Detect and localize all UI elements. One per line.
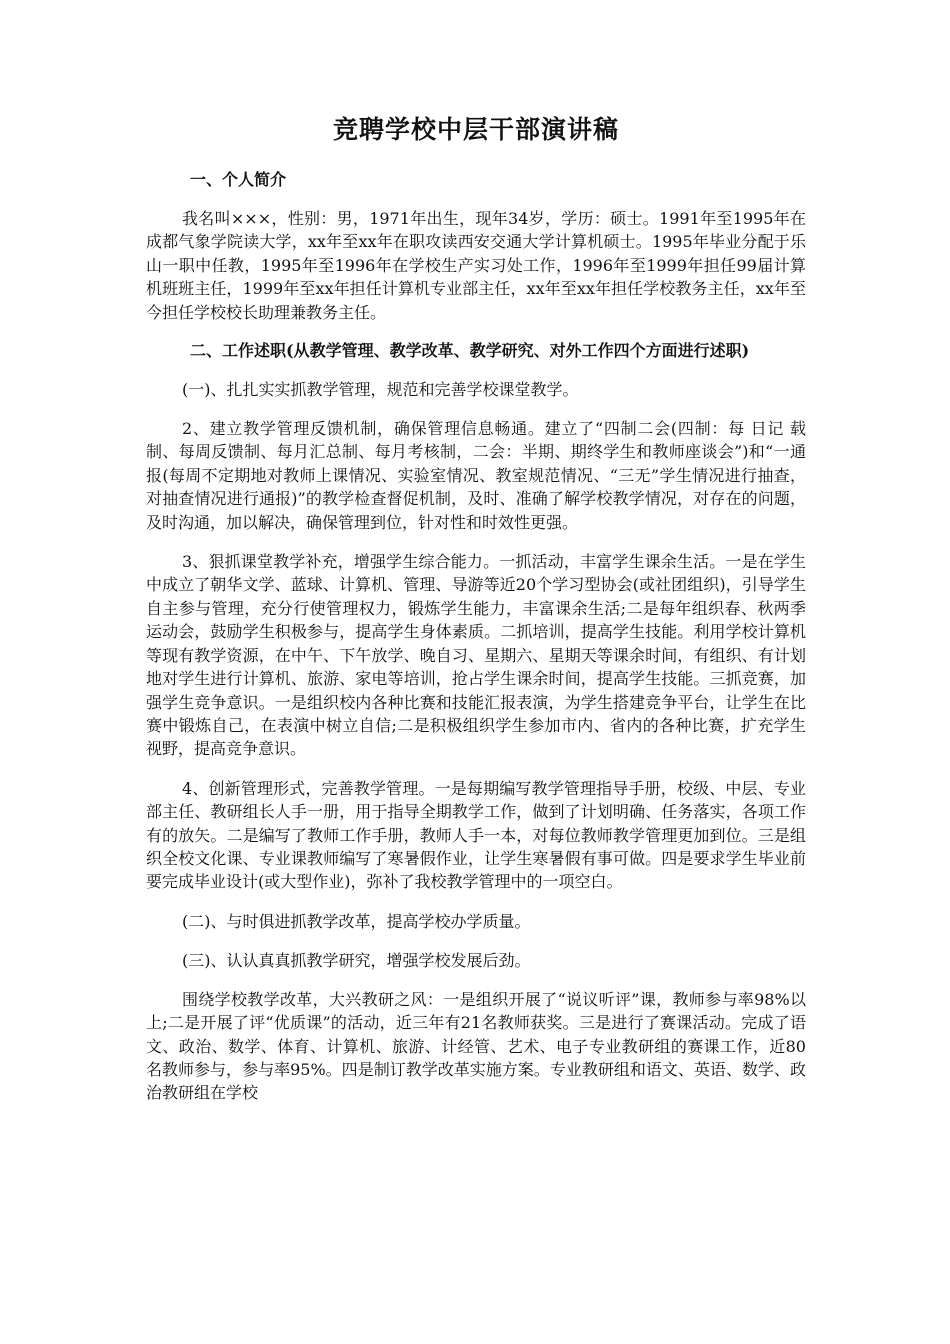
document-page	[146, 112, 806, 1121]
paragraph-classroom-supplement: 3、狠抓课堂教学补充，增强学生综合能力。一抓活动，丰富学生课余生活。一是在学生中成立了朝华文学、蓝球、计算机、管理、导游等近20个学习型协会(或社团组织)，引导学生自主参与管理，充分行使管理权力，锻炼学生能力，丰富课余生活;二是每年组织春、秋两季运动会，鼓励学生积极参与，提高学生身体素质。二抓培训，提高学生技能。利用学校计算机等现有教学资源，在中午、下午放学、晚自习、星期六、星期天等课余时间，有组织、有计划地对学生进行计算机、旅游、家电等培训，抢占学生课余时间，提高学生技能。三抓竞赛，加强学生竞争意识。一是组织校内各种比赛和技能汇报表演，为学生搭建竞争平台，让学生在比赛中锻炼自己，在表演中树立自信;二是积极组织学生参加市内、省内的各种比赛，扩充学生视野，提高竞争意识。	[146, 552, 806, 759]
subsection-teaching-reform: (二)、与时俱进抓教学改革，提高学校办学质量。	[182, 911, 531, 931]
document-title: 竞聘学校中层干部演讲稿	[332, 115, 619, 144]
paragraph-research-activities: 围绕学校教学改革，大兴教研之风：一是组织开展了“说议听评”课，教师参与率98%以上;二是开展了评“优质课”的活动，近三年有21名教师获奖。三是进行了赛课活动。完成了语文、政治、数学、体育、计算机、旅游、计经管、艺术、电子专业教研组的赛课工作，近80名教师参与，参与率95%。四是制订教学改革实施方案。专业教研组和语文、英语、数学、政治教研组在学校	[146, 989, 806, 1103]
paragraph-intro: 我名叫×××，性别：男，1971年出生，现年34岁，学历：硕士。1991年至1995年在成都气象学院读大学，xx年至xx年在职攻读西安交通大学计算机硕士。1995年毕业分配于乐山一职中任教，1995年至1996年在学校生产实习处工作，1996年至1999年担任99届计算机班班主任，1999年至xx年担任计算机专业部主任，xx年至xx年担任学校教务主任，xx年至今担任学校校长助理兼教务主任。	[146, 209, 806, 322]
paragraph-management-innovation: 4、创新管理形式，完善教学管理。一是每期编写教学管理指导手册，校级、中层、专业部主任、教研组长人手一册，用于指导全期教学工作，做到了计划明确、任务落实，各项工作有的放矢。二是编写了教师工作手册，教师人手一本，对每位教师教学管理更加到位。三是组织全校文化课、专业课教师编写了寒暑假作业，让学生寒暑假有事可做。四是要求学生毕业前要完成毕业设计(或大型作业)，弥补了我校教学管理中的一项空白。	[146, 778, 806, 892]
section-heading-work-report: 二、工作述职(从教学管理、教学改革、教学研究、对外工作四个方面进行述职)	[190, 341, 750, 361]
subsection-teaching-research: (三)、认认真真抓教学研究，增强学校发展后劲。	[182, 950, 531, 970]
subsection-teaching-management: (一)、扎扎实实抓教学管理，规范和完善学校课堂教学。	[182, 380, 579, 400]
paragraph-feedback-mechanism: 2、建立教学管理反馈机制，确保管理信息畅通。建立了“四制二会(四制：每 日记 载制、每周反馈制、每月汇总制、每月考核制，二会：半期、期终学生和教师座谈会”)和“一通报(每周不定期地对教师上课情况、实验室情况、教室规范情况、“三无”学生情况进行抽查，对抽查情况进行通报)”的教学检查督促机制，及时、准确了解学校教学情况，对存在的问题，及时沟通，加以解决，确保管理到位，针对性和时效性更强。	[146, 419, 806, 532]
section-heading-personal-intro: 一、个人简介	[190, 170, 287, 189]
